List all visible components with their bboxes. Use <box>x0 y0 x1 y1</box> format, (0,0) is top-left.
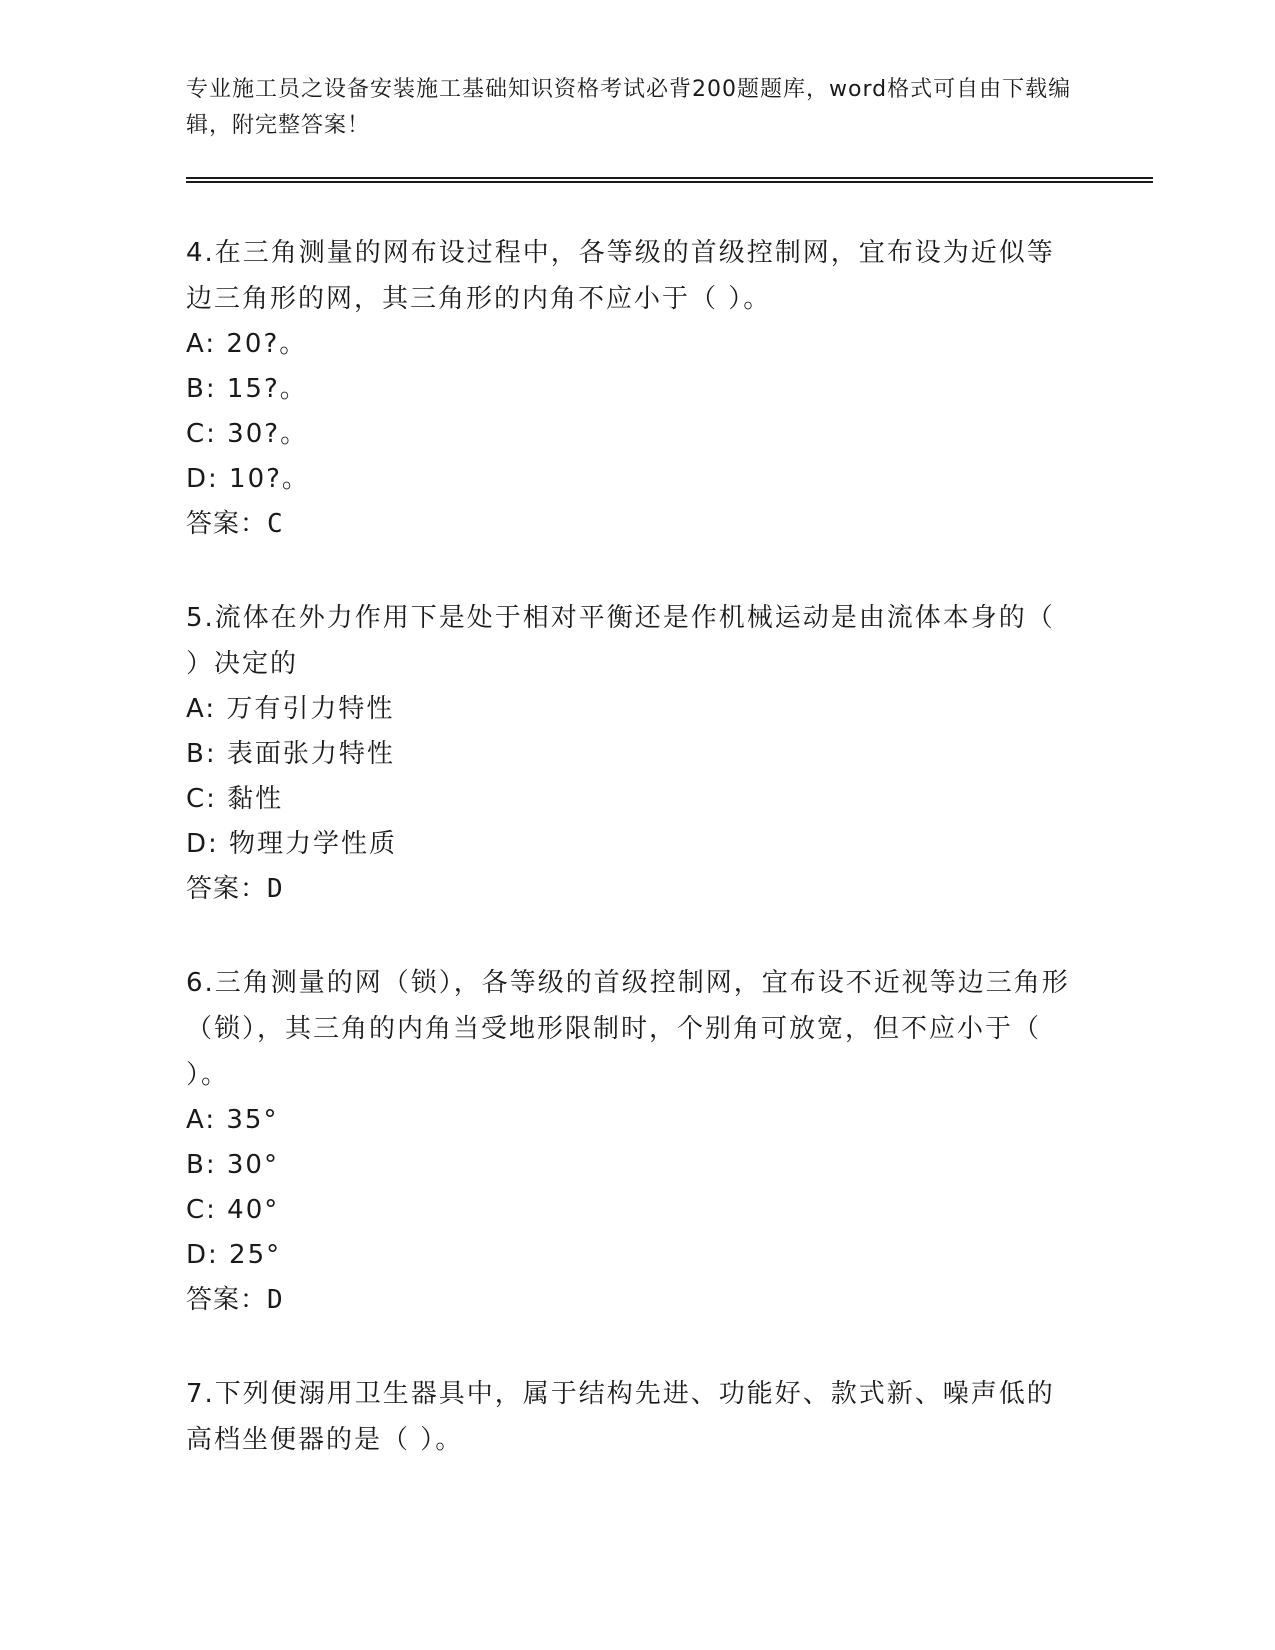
option-d: D: 10?。 <box>186 464 310 494</box>
option-b: B: 30° <box>186 1150 279 1180</box>
option-d: D: 25° <box>186 1240 282 1270</box>
question-list <box>186 230 1076 1511</box>
answer-value: D <box>267 874 284 904</box>
page-header <box>186 72 1076 144</box>
option-c: C: 黏性 <box>186 784 284 814</box>
option-b: B: 表面张力特性 <box>186 739 395 769</box>
document-title: 专业施工员之设备安装施工基础知识资格考试必背200题题库，word格式可自由下载编辑，附完整答案！ <box>186 77 1072 138</box>
question-stem: 5.流体在外力作用下是处于相对平衡还是作机械运动是由流体本身的（ ）决定的 <box>186 603 1055 679</box>
option-c: C: 40° <box>186 1195 280 1225</box>
answer-line <box>186 1278 1076 1323</box>
option-a: A: 35° <box>186 1105 279 1135</box>
header-divider <box>186 177 1153 183</box>
answer-line <box>186 502 1076 547</box>
option-a: A: 20?。 <box>186 329 308 359</box>
answer-label: 答案： <box>186 874 268 904</box>
answer-value: D <box>267 1285 284 1315</box>
question-stem: 6.三角测量的网（锁），各等级的首级控制网，宜布设不近视等边三角形（锁），其三角的内角当受地形限制时，个别角可放宽，但不应小于（ ）。 <box>186 968 1070 1090</box>
question-item <box>186 1371 1076 1463</box>
question-stem: 7.下列便溺用卫生器具中，属于结构先进、功能好、款式新、噪声低的高档坐便器的是（ ）。 <box>186 1379 1055 1455</box>
question-item <box>186 230 1076 547</box>
option-c: C: 30?。 <box>186 419 309 449</box>
answer-label: 答案： <box>186 1285 268 1315</box>
option-b: B: 15?。 <box>186 374 308 404</box>
option-a: A: 万有引力特性 <box>186 694 395 724</box>
answer-line <box>186 867 1076 912</box>
question-item <box>186 960 1076 1323</box>
answer-label: 答案： <box>186 509 268 539</box>
answer-value: C <box>267 509 284 539</box>
option-d: D: 物理力学性质 <box>186 829 398 859</box>
question-item <box>186 595 1076 912</box>
question-stem: 4.在三角测量的网布设过程中，各等级的首级控制网，宜布设为近似等边三角形的网，其三角形的内角不应小于（ ）。 <box>186 238 1055 314</box>
